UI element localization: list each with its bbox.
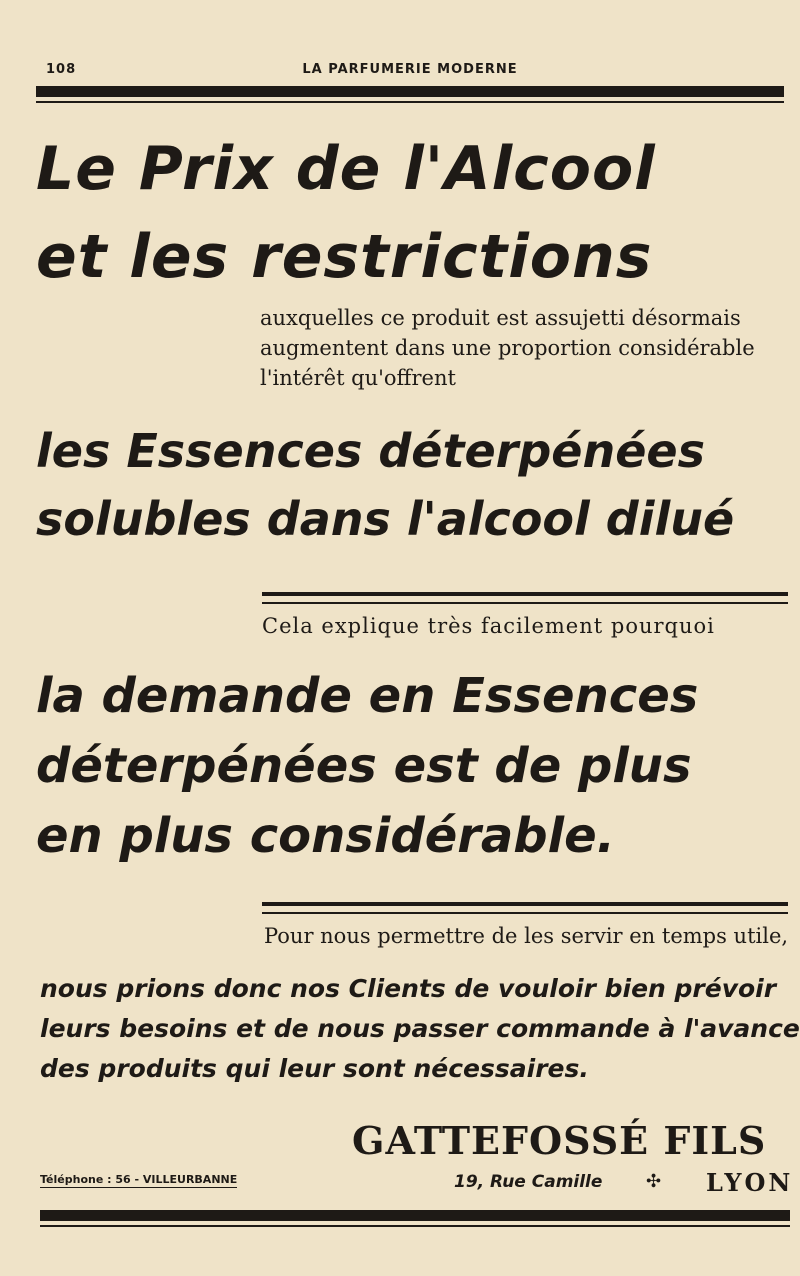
header-thin-rule — [36, 101, 784, 103]
title-line-1: Le Prix de l'Alcool — [36, 134, 656, 204]
street-address: 19, Rue Camille — [454, 1172, 603, 1192]
title-line-2: et les restrictions — [36, 222, 653, 292]
demand-line-2: déterpénées est de plus — [36, 738, 692, 794]
request-line-3: des produits qui leur sont nécessaires. — [40, 1054, 589, 1083]
intro-line-3: l'intérêt qu'offrent — [260, 366, 456, 390]
demand-line-3: en plus considérable. — [36, 808, 615, 864]
section-rule-1 — [262, 592, 788, 604]
subject-line-2: solubles dans l'alcool dilué — [36, 492, 735, 546]
firm-name: GATTEFOSSÉ FILS — [352, 1118, 767, 1163]
journal-title: LA PARFUMERIE MODERNE — [302, 62, 518, 77]
intro-line-1: auxquelles ce produit est assujetti désormais — [260, 306, 741, 330]
telephone-line: Téléphone : 56 - VILLEURBANNE — [40, 1173, 238, 1186]
intro-line-2: augmentent dans une proportion considérable — [260, 336, 755, 360]
page-number: 108 — [46, 62, 77, 77]
explanation-line: Cela explique très facilement pourquoi — [262, 614, 715, 638]
footer-rule — [40, 1210, 790, 1221]
request-line-1: nous prions donc nos Clients de vouloir bien prévoir — [40, 974, 777, 1003]
fleuron-icon: ✣ — [646, 1171, 662, 1192]
city-name: LYON — [706, 1168, 794, 1197]
footer-thin-rule — [40, 1225, 790, 1227]
section-rule-2 — [262, 902, 788, 914]
request-line-2: leurs besoins et de nous passer commande à l'avance — [40, 1014, 800, 1043]
header-rule — [36, 86, 784, 97]
request-intro-line: Pour nous permettre de les servir en temps utile, — [264, 924, 789, 948]
subject-line-1: les Essences déterpénées — [36, 424, 705, 478]
page-header — [36, 60, 784, 84]
demand-line-1: la demande en Essences — [36, 668, 699, 724]
